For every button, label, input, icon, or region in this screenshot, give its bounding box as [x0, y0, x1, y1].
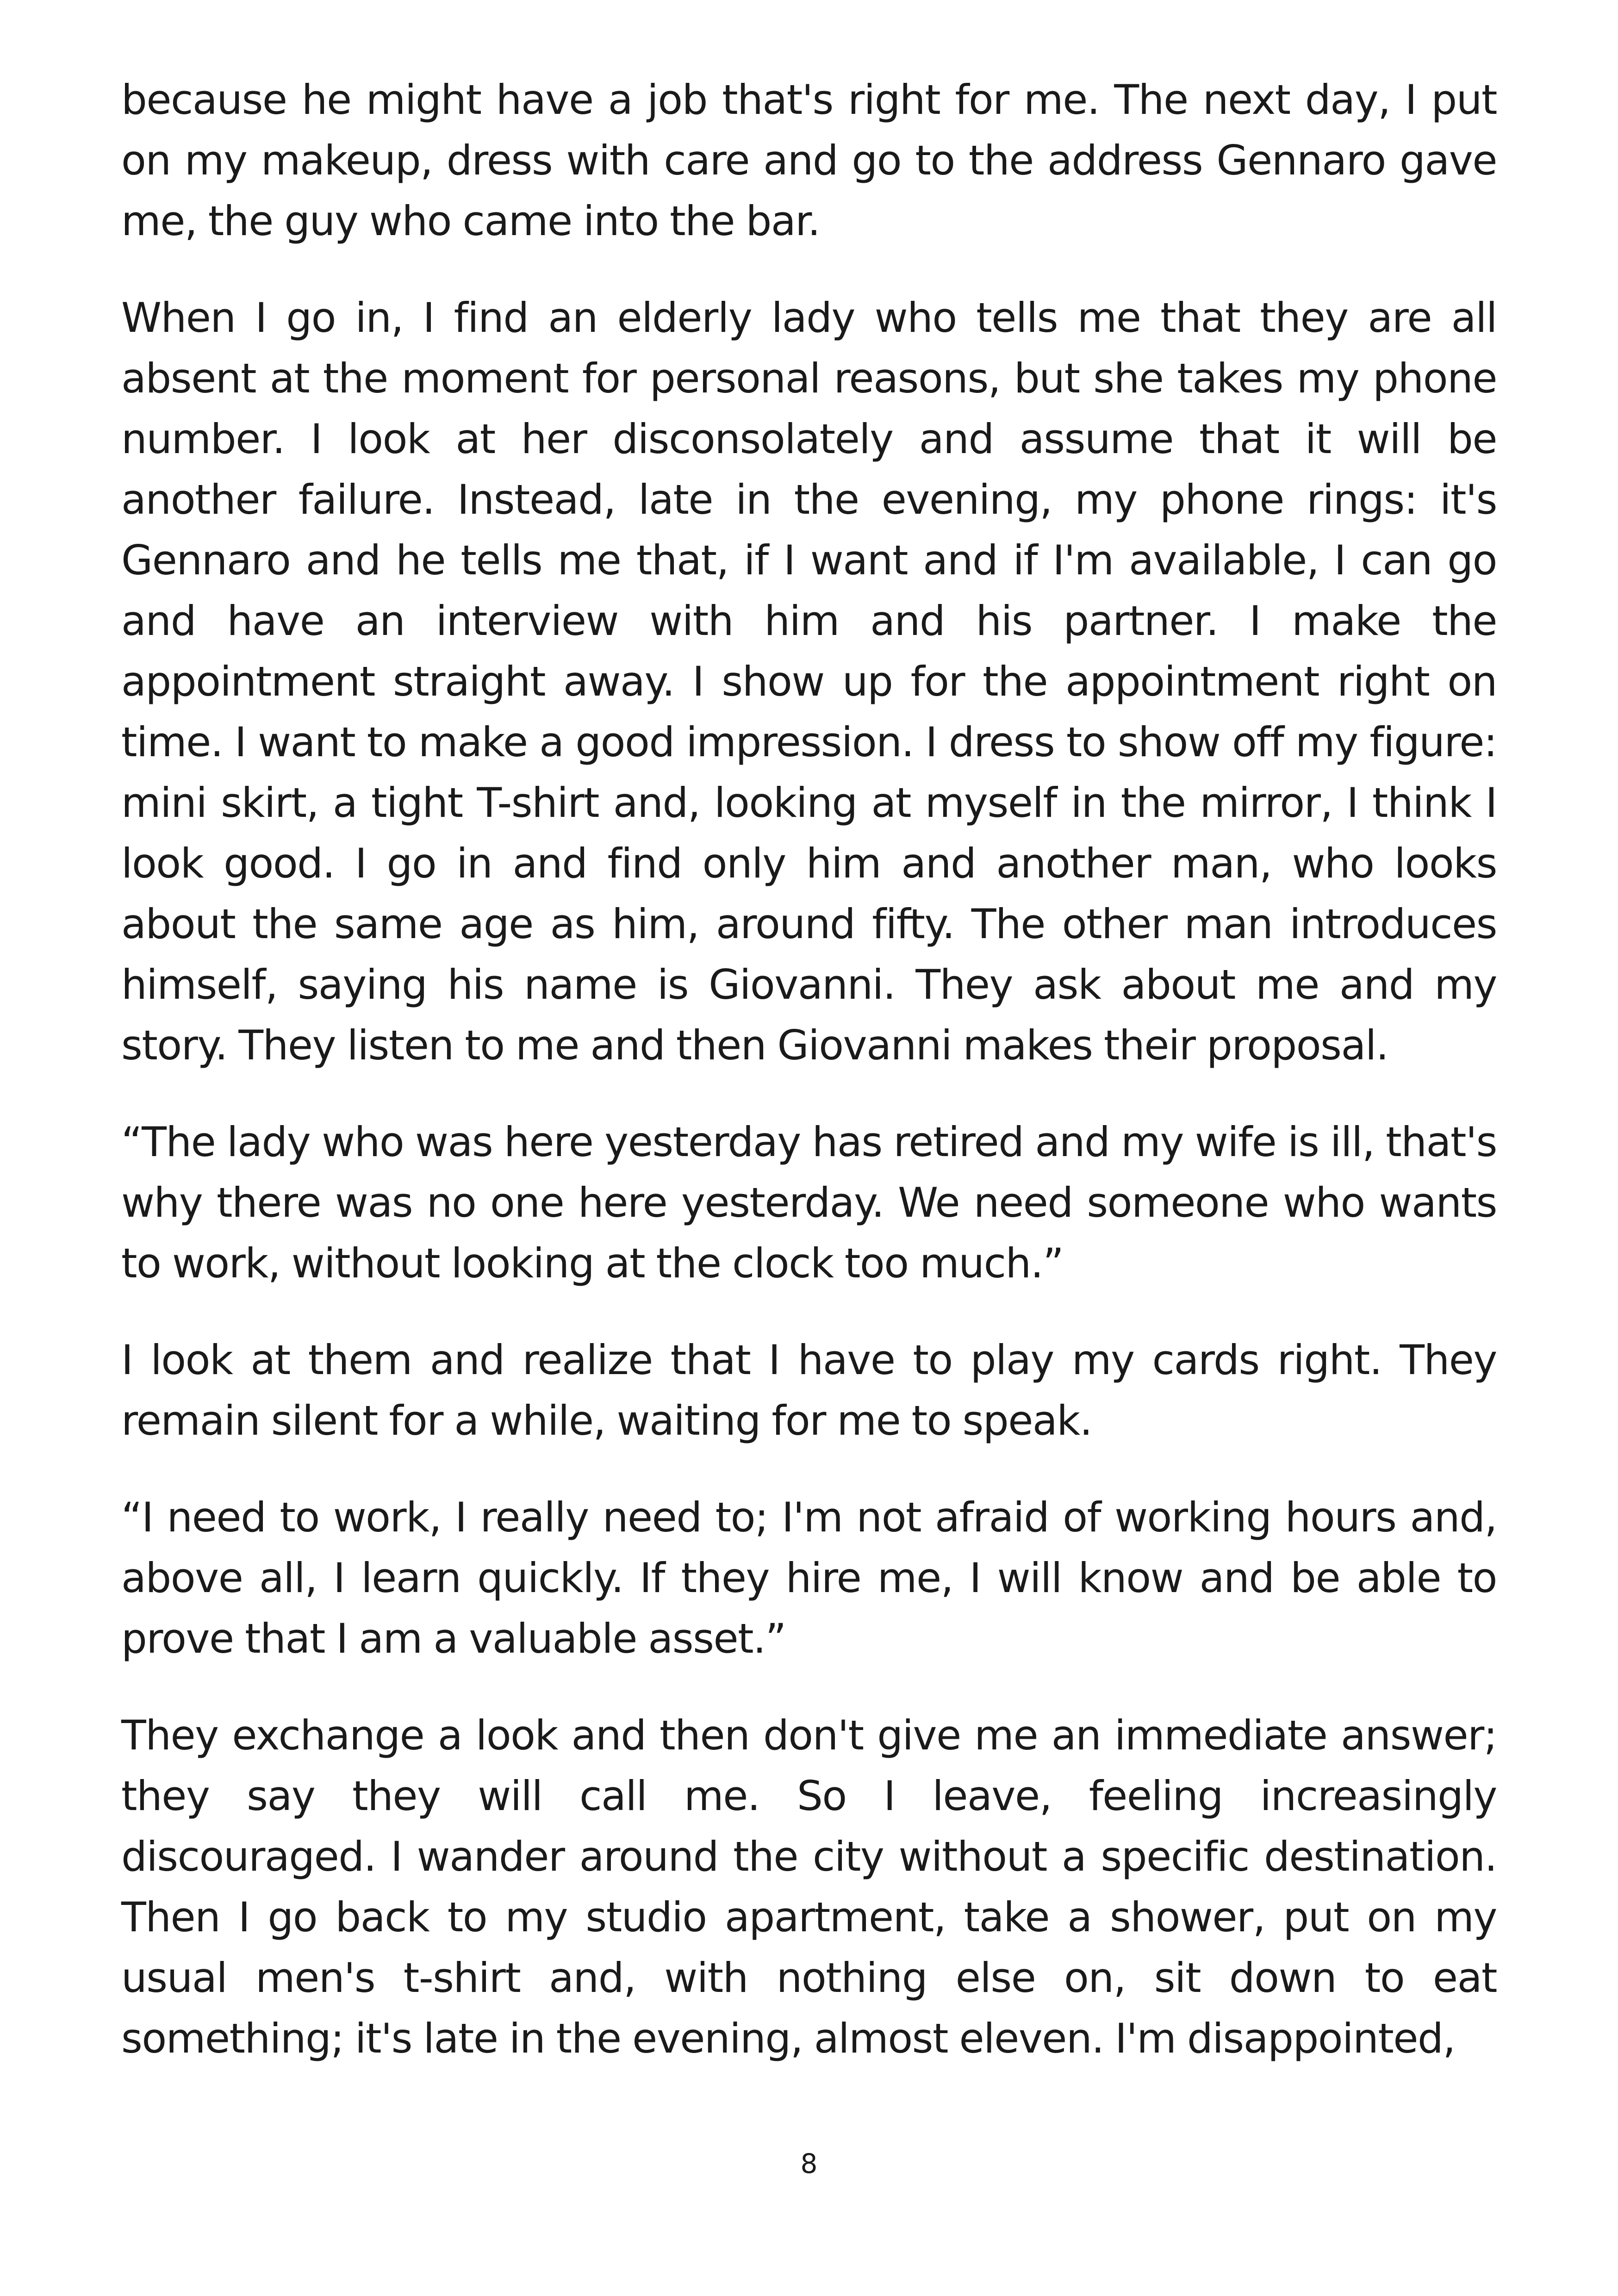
paragraph: I look at them and realize that I have to play my cards right. They remain silent for a while, waiting for me to speak.	[121, 1336, 1497, 1444]
paragraph: When I go in, I find an elderly lady who tells me that they are all absent at the moment for personal reasons, but she takes my phone number. I look at her disconsolately and assume that it will be another failure. Instead, late in the evening, my phone rings: it's Gennaro and he tells me that, if I want and if I'm available, I can go and have an interview with him and his partner. I make the appointment straight away. I show up for the appointment right on time. I want to make a good impression. I dress to show off my figure: mini skirt, a tight T-shirt and, looking at myself in the mirror, I think I look good. I go in and find only him and another man, who looks about the same age as him, around fifty. The other man introduces himself, saying his name is Giovanni. They ask about me and my story. They listen to me and then Giovanni makes their proposal.	[121, 294, 1497, 1069]
body-text	[121, 69, 1497, 2069]
paragraph: because he might have a job that's right for me. The next day, I put on my makeup, dress with care and go to the address Gennaro gave me, the guy who came into the bar.	[121, 76, 1497, 245]
paragraph: “I need to work, I really need to; I'm not afraid of working hours and, above all, I learn quickly. If they hire me, I will know and be able to prove that I am a valuable asset.”	[121, 1493, 1497, 1662]
paragraph: They exchange a look and then don't give me an immediate answer; they say they will call me. So I leave, feeling increasingly discouraged. I wander around the city without a specific destination. Then I go back to my studio apartment, take a shower, put on my usual men's t-shirt and, with nothing else on, sit down to eat something; it's late in the evening, almost eleven. I'm disappointed,	[121, 1711, 1497, 2062]
paragraph: “The lady who was here yesterday has retired and my wife is ill, that's why there was no one here yesterday. We need someone who wants to work, without looking at the clock too much.”	[121, 1118, 1497, 1287]
page-number: 8	[800, 2148, 818, 2179]
